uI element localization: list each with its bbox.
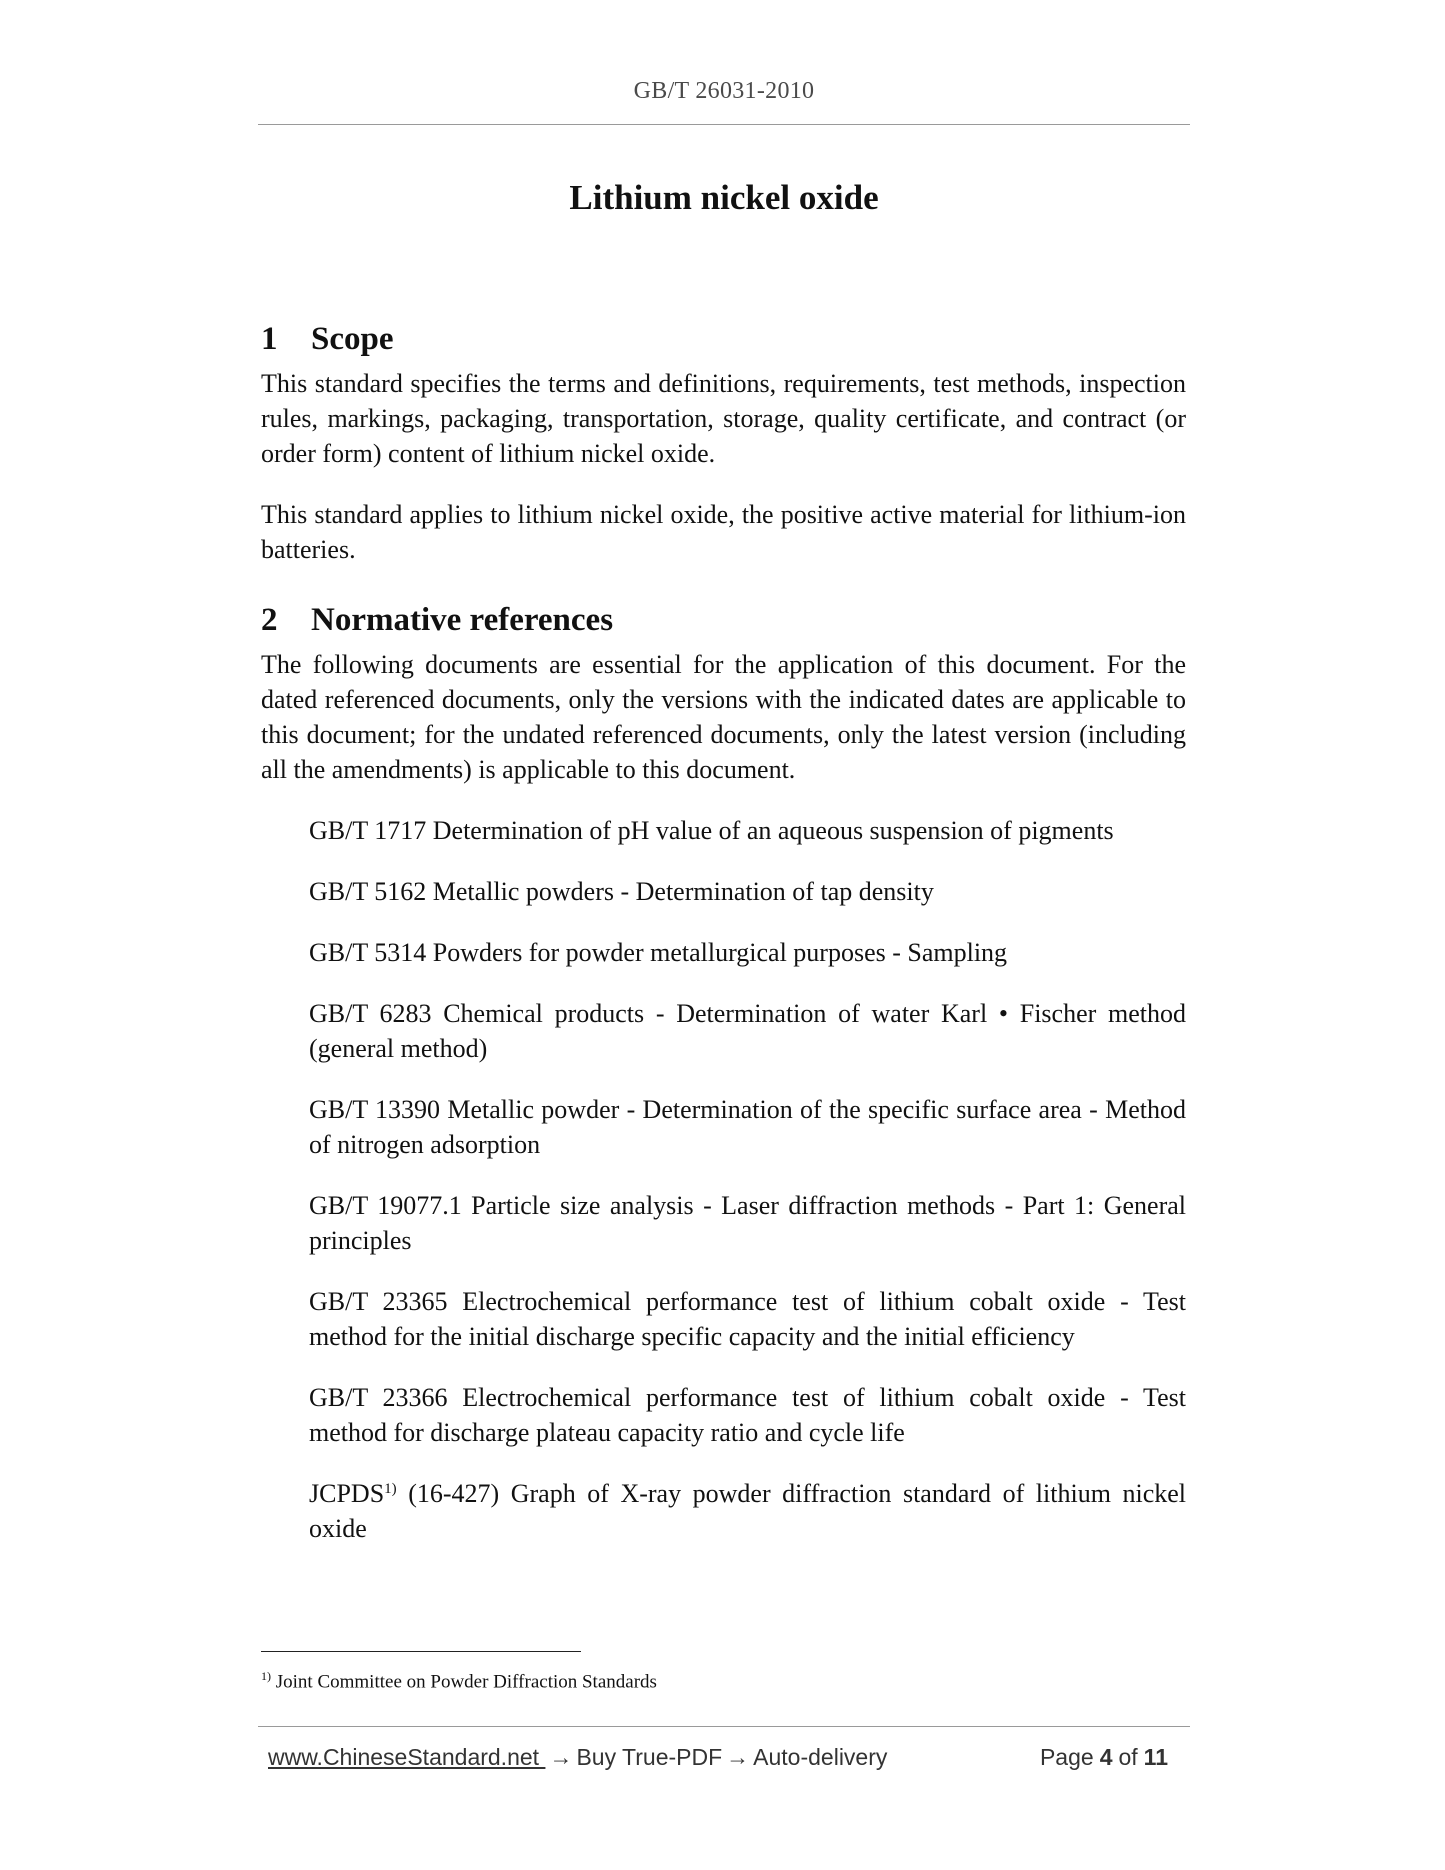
footnote-divider (261, 1651, 581, 1652)
reference-item: GB/T 1717 Determination of pH value of an aqueous suspension of pigments (309, 816, 1114, 845)
document-title: Lithium nickel oxide (569, 178, 879, 217)
section-scope-heading (261, 312, 1186, 366)
footer-divider (258, 1726, 1190, 1727)
footnote-marker: 1) (384, 1481, 397, 1497)
section-title: Scope (311, 321, 394, 357)
document-body (261, 312, 1186, 1546)
site-link[interactable]: www.ChineseStandard.net (268, 1744, 546, 1770)
auto-delivery-text: Auto-delivery (753, 1744, 888, 1770)
reference-item: GB/T 6283 Chemical products - Determination of water Karl • Fischer method (general method) (309, 999, 1186, 1063)
buy-true-pdf-text: Buy True-PDF (576, 1744, 723, 1770)
section-number: 2 (261, 602, 278, 638)
page-indicator (1040, 1744, 1174, 1771)
header-divider (258, 124, 1190, 125)
reference-item: GB/T 13390 Metallic powder - Determination of the specific surface area - Method of nitrogen adsorption (309, 1095, 1186, 1159)
footnote-marker: 1) (261, 1669, 271, 1683)
references-intro-paragraph: The following documents are essential for the application of this document. For the dated referenced documents, only the versions with the indicated dates are applicable to this document; for the undated referenced documents, only the latest version (including all the amendments) is applicable to this document. (261, 650, 1186, 784)
section-number: 1 (261, 321, 278, 357)
arrow-right-icon: → (549, 1744, 573, 1770)
reference-item: GB/T 23366 Electrochemical performance test of lithium cobalt oxide - Test method for discharge plateau capacity ratio and cycle life (309, 1383, 1186, 1447)
footnote-text: Joint Committee on Powder Diffraction Standards (271, 1671, 657, 1693)
document-code-header: GB/T 26031-2010 (633, 78, 815, 104)
reference-item: GB/T 19077.1 Particle size analysis - Laser diffraction methods - Part 1: General principles (309, 1191, 1186, 1255)
total-page-number: 11 (1143, 1744, 1168, 1770)
page-of-label: of (1118, 1744, 1138, 1770)
scope-paragraph: This standard applies to lithium nickel oxide, the positive active material for lithium-ion batteries. (261, 500, 1186, 564)
reference-item-jcpds (309, 1476, 1186, 1546)
page-footer (268, 1744, 1184, 1771)
reference-item: GB/T 5162 Metallic powders - Determination of tap density (309, 877, 934, 906)
reference-list (309, 813, 1186, 1546)
current-page-number: 4 (1099, 1744, 1113, 1770)
scope-paragraph: This standard specifies the terms and definitions, requirements, test methods, inspection rules, markings, packaging, transportation, storage, quality certificate, and contract (or order form) content of lithium nickel oxide. (261, 369, 1186, 468)
arrow-right-icon: → (726, 1744, 750, 1770)
reference-item: GB/T 5314 Powders for powder metallurgical purposes - Sampling (309, 938, 1008, 967)
footnote (261, 1664, 657, 1694)
reference-text: (16-427) Graph of X-ray powder diffraction standard of lithium nickel oxide (309, 1479, 1186, 1543)
section-normative-references-heading (261, 593, 1186, 647)
reference-prefix: JCPDS (309, 1479, 385, 1508)
reference-item: GB/T 23365 Electrochemical performance test of lithium cobalt oxide - Test method for the initial discharge specific capacity and the initial efficiency (309, 1287, 1186, 1351)
section-title: Normative references (311, 602, 614, 638)
page-label: Page (1039, 1744, 1094, 1770)
